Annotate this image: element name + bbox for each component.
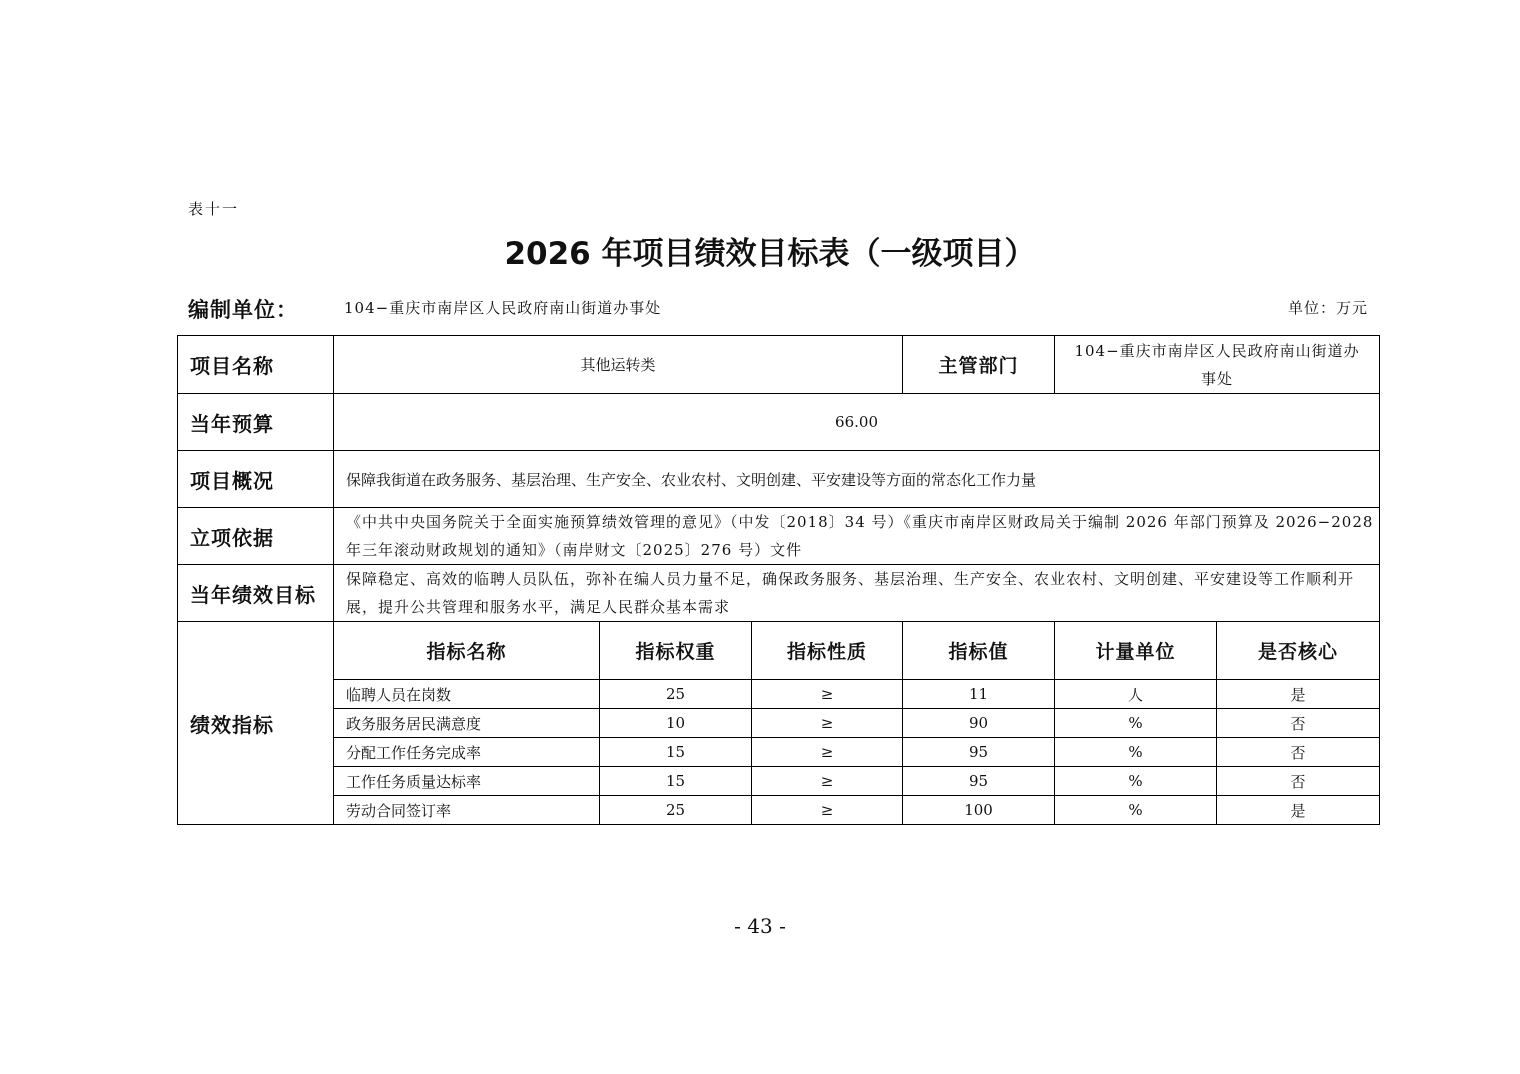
indicator-nature: ≥ bbox=[752, 680, 903, 709]
indicator-name: 临聘人员在岗数 bbox=[334, 680, 600, 709]
indicator-weight: 25 bbox=[600, 680, 752, 709]
indicator-name: 劳动合同签订率 bbox=[334, 796, 600, 825]
project-name-value: 其他运转类 bbox=[334, 336, 903, 394]
indicator-weight: 25 bbox=[600, 796, 752, 825]
overview-label: 项目概况 bbox=[178, 451, 334, 508]
indicator-nature: ≥ bbox=[752, 738, 903, 767]
indicator-value: 100 bbox=[903, 796, 1055, 825]
goal-label: 当年绩效目标 bbox=[178, 565, 334, 622]
header-indicator-nature: 指标性质 bbox=[752, 622, 903, 680]
indicator-name: 政务服务居民满意度 bbox=[334, 709, 600, 738]
indicator-row bbox=[178, 767, 1380, 796]
indicator-unit: % bbox=[1055, 767, 1217, 796]
indicator-row bbox=[178, 680, 1380, 709]
row-overview bbox=[178, 451, 1380, 508]
performance-table bbox=[177, 335, 1380, 825]
indicator-core: 是 bbox=[1217, 680, 1380, 709]
indicator-core: 否 bbox=[1217, 709, 1380, 738]
indicator-row bbox=[178, 738, 1380, 767]
header-indicator-weight: 指标权重 bbox=[600, 622, 752, 680]
goal-value: 保障稳定、高效的临聘人员队伍，弥补在编人员力量不足，确保政务服务、基层治理、生产安全、农业农村、文明创建、平安建设等工作顺利开展，提升公共管理和服务水平，满足人民群众基本需求 bbox=[334, 565, 1380, 622]
row-budget bbox=[178, 394, 1380, 451]
org-value: 104−重庆市南岸区人民政府南山街道办事处 bbox=[344, 299, 662, 317]
document-title: 2026 年项目绩效目标表（一级项目） bbox=[504, 236, 1036, 272]
indicator-value: 90 bbox=[903, 709, 1055, 738]
indicator-row bbox=[178, 796, 1380, 825]
row-basis bbox=[178, 508, 1380, 565]
indicator-weight: 15 bbox=[600, 738, 752, 767]
indicator-unit: % bbox=[1055, 709, 1217, 738]
header-indicator-name: 指标名称 bbox=[334, 622, 600, 680]
basis-label: 立项依据 bbox=[178, 508, 334, 565]
indicator-core: 是 bbox=[1217, 796, 1380, 825]
indicator-name: 分配工作任务完成率 bbox=[334, 738, 600, 767]
indicator-header-row bbox=[178, 622, 1380, 680]
dept-label: 主管部门 bbox=[903, 336, 1055, 394]
header-is-core: 是否核心 bbox=[1217, 622, 1380, 680]
indicator-nature: ≥ bbox=[752, 709, 903, 738]
indicator-unit: 人 bbox=[1055, 680, 1217, 709]
org-label: 编制单位： bbox=[188, 298, 298, 322]
overview-value: 保障我街道在政务服务、基层治理、生产安全、农业农村、文明创建、平安建设等方面的常态化工作力量 bbox=[334, 451, 1380, 508]
unit-label: 单位：万元 bbox=[1287, 299, 1368, 317]
indicator-nature: ≥ bbox=[752, 796, 903, 825]
budget-label: 当年预算 bbox=[178, 394, 334, 451]
project-name-label: 项目名称 bbox=[178, 336, 334, 394]
indicator-value: 11 bbox=[903, 680, 1055, 709]
indicator-core: 否 bbox=[1217, 767, 1380, 796]
indicator-nature: ≥ bbox=[752, 767, 903, 796]
table-number: 表十一 bbox=[188, 200, 240, 218]
row-goal bbox=[178, 565, 1380, 622]
indicator-weight: 15 bbox=[600, 767, 752, 796]
indicator-core: 否 bbox=[1217, 738, 1380, 767]
budget-value: 66.00 bbox=[334, 394, 1380, 451]
indicator-name: 工作任务质量达标率 bbox=[334, 767, 600, 796]
basis-value: 《中共中央国务院关于全面实施预算绩效管理的意见》（中发〔2018〕34 号）《重庆市南岸区财政局关于编制 2026 年部门预算及 2026−2028 年三年滚动财政规划的通知》（南岸财文〔2025〕276 号）文件 bbox=[334, 508, 1380, 565]
indicator-value: 95 bbox=[903, 738, 1055, 767]
indicator-row bbox=[178, 709, 1380, 738]
row-project-name bbox=[178, 336, 1380, 394]
header-measure-unit: 计量单位 bbox=[1055, 622, 1217, 680]
indicator-weight: 10 bbox=[600, 709, 752, 738]
indicator-unit: % bbox=[1055, 796, 1217, 825]
dept-value: 104−重庆市南岸区人民政府南山街道办事处 bbox=[1055, 336, 1380, 394]
header-indicator-value: 指标值 bbox=[903, 622, 1055, 680]
page-number: - 43 - bbox=[734, 914, 786, 938]
indicator-unit: % bbox=[1055, 738, 1217, 767]
indicators-label: 绩效指标 bbox=[178, 622, 334, 825]
indicator-value: 95 bbox=[903, 767, 1055, 796]
